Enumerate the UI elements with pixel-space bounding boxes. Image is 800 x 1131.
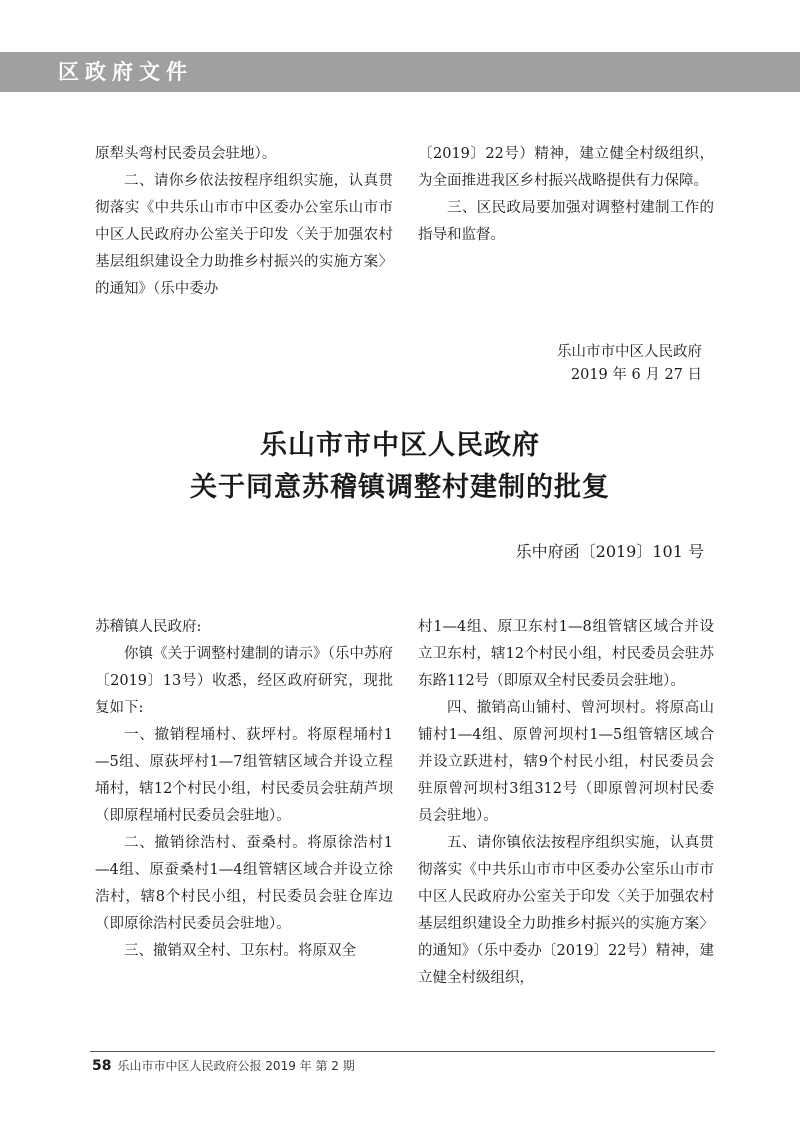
first-doc-right-column — [418, 141, 714, 249]
document-title-line-2: 关于同意苏稽镇调整村建制的批复 — [190, 472, 610, 503]
second-doc-left-column — [95, 614, 393, 965]
paragraph: 三、区民政局要加强对调整村建制工作的指导和监督。 — [418, 200, 714, 243]
paragraph: 二、请你乡依法按程序组织实施，认真贯彻落实《中共乐山市市中区委办公室乐山市市中区人民政府办公室关于印发〈关于加强农村基层组织建设全力助推乡村振兴的实施方案〉的通知》（乐中委办 — [95, 173, 393, 297]
paragraph: 二、撤销徐浩村、蚕桑村。将原徐浩村1—4组、原蚕桑村1—4组管辖区域合并设立徐浩村，辖8个村民小组，村民委员会驻仓库边（即原徐浩村民委员会驻地）。 — [95, 835, 393, 932]
signature-block — [557, 341, 702, 387]
signature-org: 乐山市市中区人民政府 — [557, 344, 702, 360]
paragraph: 一、撤销程埇村、荻坪村。将原程埇村1—5组、原荻坪村1—7组管辖区域合并设立程埇村，辖12个村民小组，村民委员会驻葫芦坝（即原程埇村民委员会驻地）。 — [95, 727, 393, 824]
document-title — [0, 425, 800, 509]
signature-date: 2019 年 6 月 27 日 — [570, 367, 702, 383]
second-doc-right-column — [418, 614, 714, 992]
footer-divider — [90, 1051, 715, 1052]
paragraph: 五、请你镇依法按程序组织实施，认真贯彻落实《中共乐山市市中区委办公室乐山市市中区人民政府办公室关于印发〈关于加强农村基层组织建设全力助推乡村振兴的实施方案〉的通知》（乐中委办〔2019〕22号）精神，建立健全村级组织， — [418, 835, 714, 986]
paragraph: 你镇《关于调整村建制的请示》（乐中苏府〔2019〕13号）收悉，经区政府研究，现批复如下: — [95, 646, 393, 716]
document-number: 乐中府函〔2019〕101 号 — [515, 542, 704, 561]
section-title: 区政府文件 — [58, 60, 193, 84]
page-footer — [92, 1057, 355, 1074]
paragraph: 原犁头弯村民委员会驻地）。 — [95, 146, 277, 162]
paragraph: 四、撤销高山铺村、曾河坝村。将原高山铺村1—4组、原曾河坝村1—5组管辖区域合并设立跃进村，辖9个村民小组，村民委员会驻原曾河坝村3组312号（即原曾河坝村民委员会驻地）。 — [418, 700, 714, 824]
publication-name: 乐山市市中区人民政府公报 2019 年 第 2 期 — [117, 1059, 355, 1073]
page-number: 58 — [92, 1058, 112, 1074]
document-title-line-1: 乐山市市中区人民政府 — [260, 430, 540, 461]
paragraph: 村1—4组、原卫东村1—8组管辖区域合并设立卫东村，辖12个村民小组，村民委员会驻苏东路112号（即原双全村民委员会驻地）。 — [418, 619, 714, 689]
salutation: 苏稽镇人民政府: — [95, 619, 202, 635]
header-bar — [0, 52, 800, 92]
first-doc-left-column — [95, 141, 393, 303]
paragraph: 〔2019〕22号）精神，建立健全村级组织，为全面推进我区乡村振兴战略提供有力保障。 — [418, 146, 714, 189]
paragraph: 三、撤销双全村、卫东村。将原双全 — [124, 943, 356, 959]
